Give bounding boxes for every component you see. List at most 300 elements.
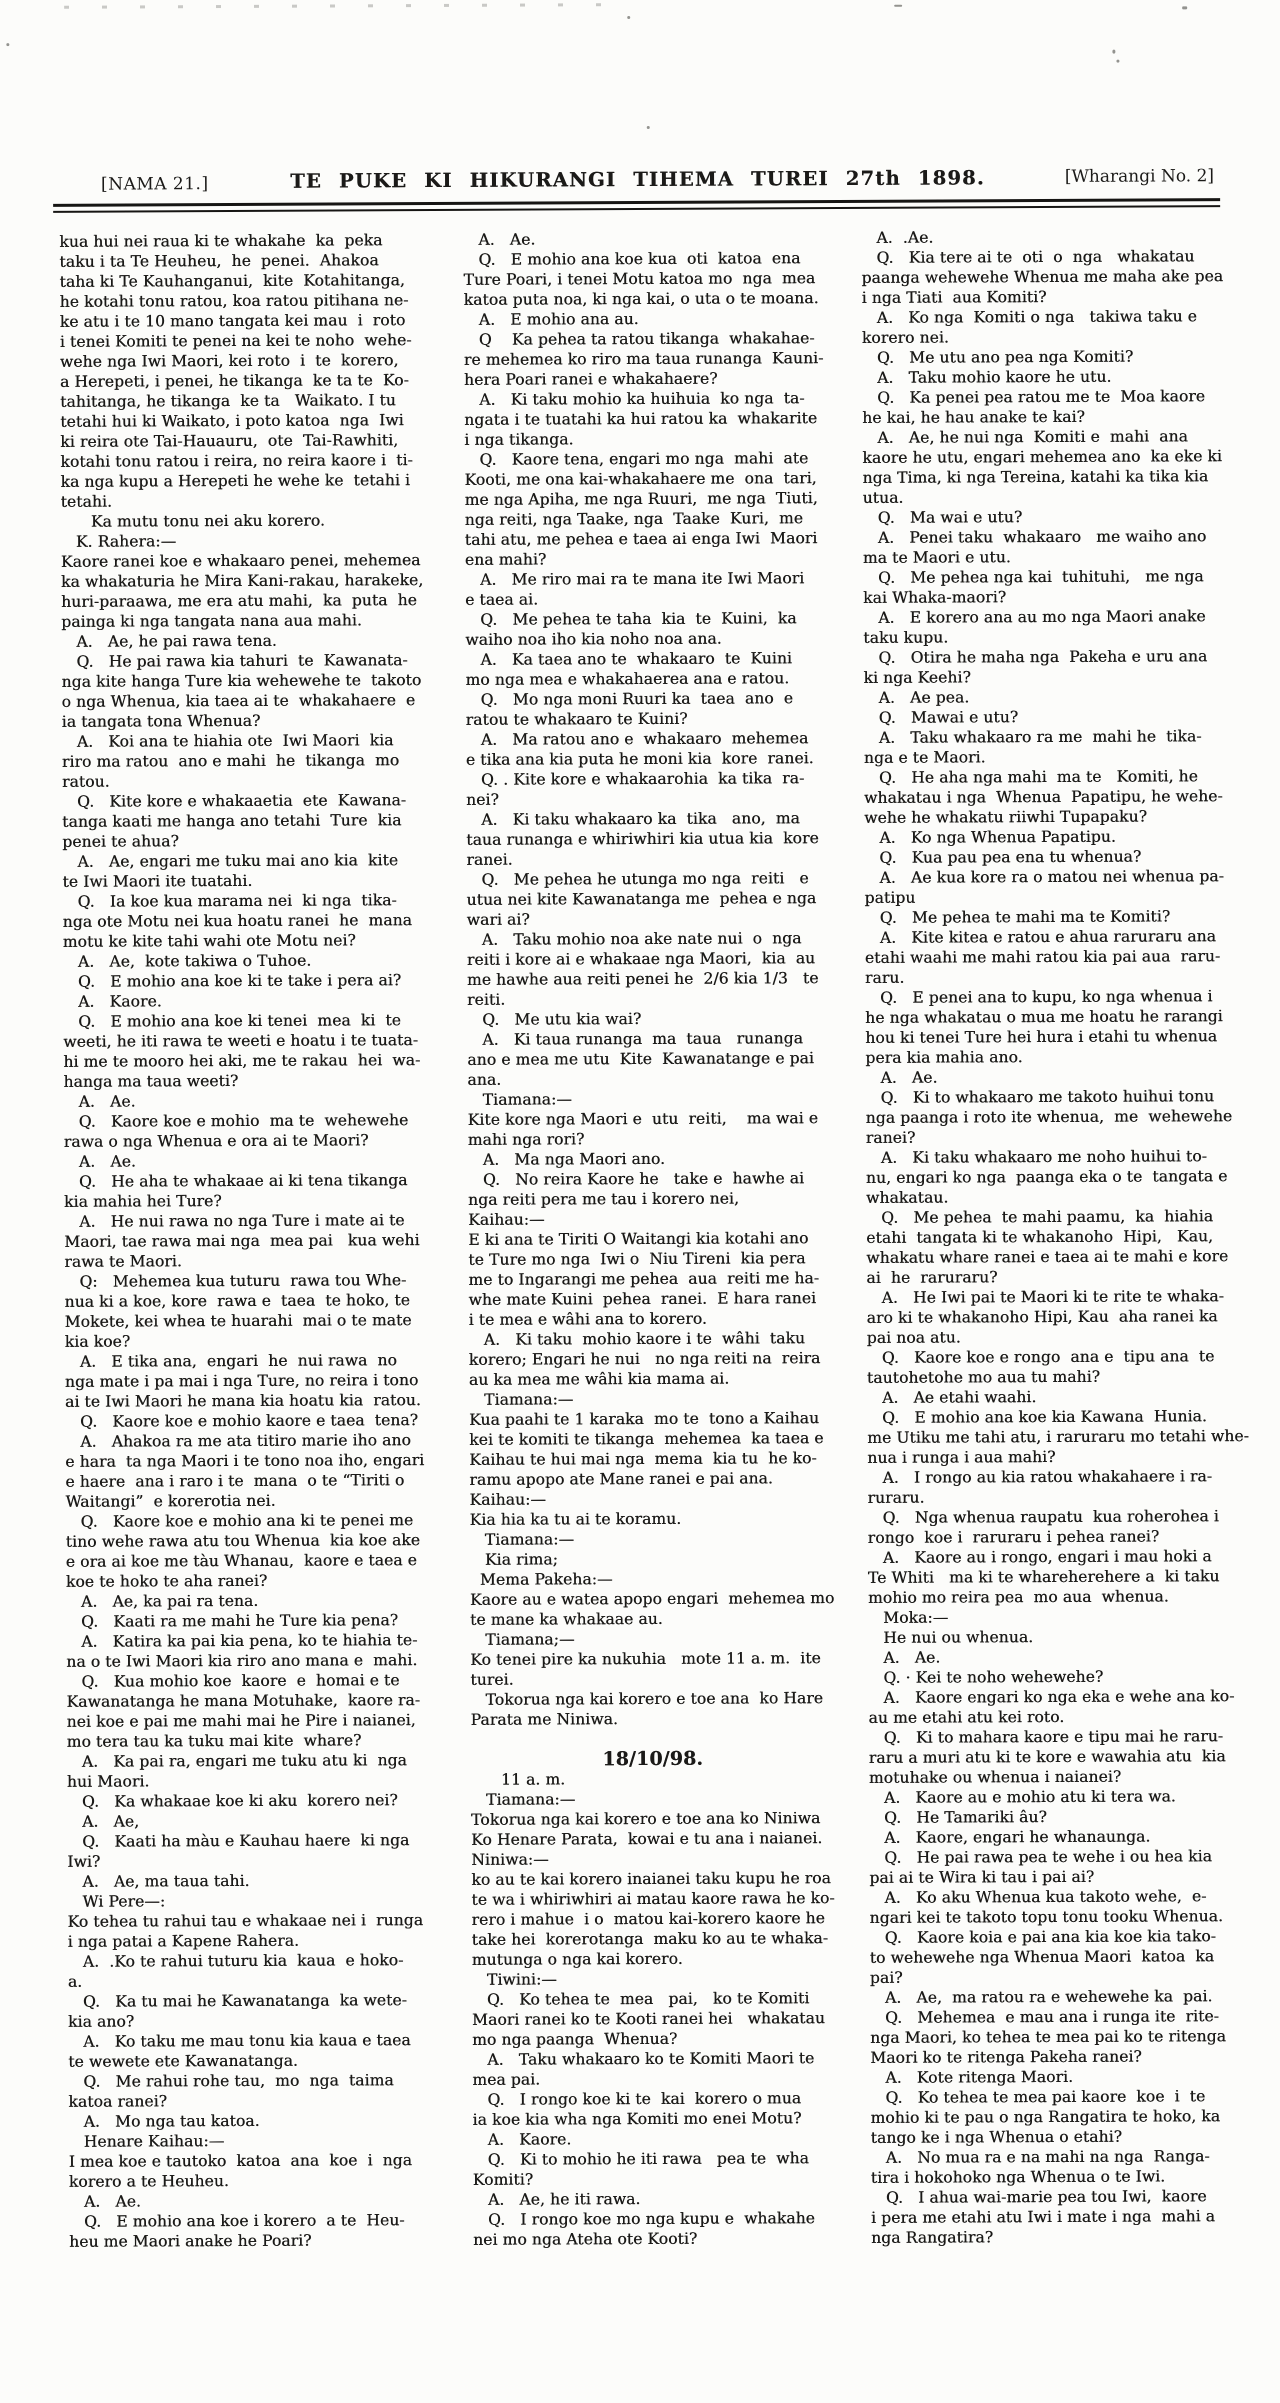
text-line: nei mo nga Ateha ote Kooti?	[473, 2229, 698, 2249]
text-line: korero a te Heuheu.	[68, 2172, 229, 2191]
text-line: Q. He aha te whakaae ai ki tena tikanga	[63, 1171, 408, 1191]
text-line: Q. Mehemea e mau ana i runga ite rite-	[869, 2007, 1220, 2027]
text-line: A. Kaore au i rongo, engari i mau hoki a	[867, 1547, 1212, 1567]
text-line: A. Ae, kote takiwa o Tuhoe.	[62, 951, 312, 971]
text-line: kia mahia hei Ture?	[63, 1192, 222, 1211]
text-line: ngari kei te takoto topu tonu tooku Whenua.	[869, 1907, 1224, 1927]
scan-artifact	[627, 16, 630, 19]
text-line: ena mahi?	[464, 550, 547, 569]
text-line: ana.	[467, 1070, 502, 1089]
text-line: mo tera tau ka tuku mai kite whare?	[66, 1731, 362, 1751]
text-line: pai noa atu.	[866, 1328, 961, 1347]
text-line: hou ki tenei Ture hei hura i etahi tu whenua	[865, 1027, 1218, 1047]
text-line: Q. E mohio ana koe kua oti katoa ena	[463, 249, 801, 269]
text-line: A. Ko nga Komiti o nga takiwa taku e	[861, 307, 1197, 327]
text-line: Q. I rongo koe ki te kai korero o mua	[472, 2089, 802, 2109]
text-line: A. Kaore engari ko nga eka e wehe ana ko-	[868, 1687, 1235, 1707]
text-line: tango ke i nga Whenua o etahi?	[870, 2127, 1123, 2147]
text-line: wehe he whakatu riiwhi Tupapaku?	[864, 807, 1148, 827]
text-line: Wi Pere—:	[67, 1892, 166, 1911]
text-line: A. He nui rawa no nga Ture i mate ai te	[64, 1211, 405, 1231]
text-line: i nga Tiati aua Komiti?	[861, 288, 1047, 307]
text-line: Q. Me pehea te mahi ma te Komiti?	[864, 907, 1171, 927]
text-line: Q. E mohio ana koe i korero a te Heu-	[68, 2211, 405, 2231]
text-line: me to Ingarangi me pehea aua reiti me ha-	[468, 1269, 820, 1289]
text-line: Te Whiti ma ki te whareherehere a ki taku	[867, 1567, 1220, 1587]
text-line: i tenei Komiti te penei na kei te noho wehe-	[59, 331, 412, 351]
text-line: A. Ko aku Whenua kua takoto wehe, e-	[869, 1887, 1207, 1907]
text-line: A. Kaore.	[472, 2130, 572, 2149]
text-line: kia koe?	[64, 1332, 131, 1351]
text-line: ruraru.	[867, 1488, 925, 1507]
text-line: mahi nga rori?	[467, 1130, 585, 1149]
text-line: Q: Mehemea kua tuturu rawa tou Whe-	[64, 1271, 407, 1291]
text-line: taha ki Te Kauhanganui, kite Kotahitanga,	[59, 271, 405, 291]
scan-artifact	[6, 43, 9, 46]
text-line: A. Kaore, engari he whanaunga.	[869, 1827, 1151, 1847]
text-line: hui Maori.	[66, 1772, 150, 1791]
text-line: A. Ae pea.	[863, 688, 970, 707]
text-line: A. Ka pai ra, engari me tuku atu ki nga	[66, 1751, 407, 1771]
text-line: Kawanatanga he mana Motuhake, kaore ra-	[66, 1691, 421, 1711]
text-line: koe te hoko te aha ranei?	[65, 1571, 268, 1591]
text-line: te Ture mo nga Iwi o Niu Tireni kia pera	[468, 1249, 806, 1269]
text-line: wari ai?	[466, 910, 530, 929]
scan-artifact	[1182, 6, 1187, 9]
text-line: A. Ki taua runanga ma taua runanga	[467, 1029, 803, 1049]
text-line: raru.	[864, 968, 905, 987]
text-line: A. E tika ana, engari he nui rawa no	[64, 1351, 397, 1371]
masthead-issue-number: [NAMA 21.]	[100, 174, 209, 195]
text-line: Q. Ka whakaae koe ki aku korero nei?	[66, 1791, 398, 1811]
text-line: A. Ki taku mohio kaore i te wâhi taku	[468, 1329, 806, 1349]
text-line: tautohetohe mo aua tu mahi?	[866, 1367, 1101, 1387]
text-line: korero; Engari he nui no nga reiti na reira	[468, 1349, 821, 1369]
text-line: taku i ta Te Heuheu, he penei. Ahakoa	[59, 251, 379, 271]
text-line: i nga patai a Kapene Rahera.	[67, 1931, 300, 1951]
text-line: au me etahi atu kei roto.	[868, 1707, 1065, 1727]
text-line: Q. Kia tere ai te oti o nga whakatau	[861, 247, 1195, 267]
text-line: Parata me Niniwa.	[470, 1710, 619, 1729]
text-line: mo nga mea e whakahaerea ana e ratou.	[465, 669, 790, 689]
text-line: te wa i whiriwhiri ai matau kaore rawa he ko-	[471, 1889, 835, 1909]
text-line: Tokorua nga kai korero e toe ana ko Niniwa	[470, 1809, 821, 1829]
text-line: Q. Mo nga moni Ruuri ka taea ano e	[465, 689, 794, 709]
text-line: Q. Otira he maha nga Pakeha e uru ana	[863, 647, 1208, 667]
scan-artifact	[1116, 60, 1119, 63]
text-line: ano e mea me utu Kite Kawanatange e pai	[467, 1049, 814, 1069]
text-line: utua.	[862, 488, 904, 507]
text-line: Iwi?	[67, 1852, 101, 1871]
text-line: pai ai te Wira ki tau i pai ai?	[869, 1867, 1095, 1887]
text-line: A. Kote ritenga Maori.	[870, 2067, 1074, 2087]
text-line: A. E mohio ana au.	[463, 309, 639, 329]
text-line: nga reiti, nga Taake, nga Taake Kuri, me	[464, 509, 804, 529]
text-line: A. .Ko te rahui tuturu kia kaua e hoko-	[67, 1951, 404, 1971]
text-line: tahi atu, me pehea e taea ai enga Iwi Maori	[464, 529, 818, 549]
text-line: i te mea e wâhi ana to korero.	[468, 1309, 707, 1329]
text-line: nga e te Maori.	[863, 748, 986, 767]
text-line: A. Taku whakaaro ko te Komiti Maori te	[472, 2049, 815, 2069]
text-line: wehe nga Iwi Maori, kei roto i te korero,	[59, 351, 399, 371]
text-line: weeti, he iti rawa te weeti e hoatu i te tuata-	[63, 1031, 419, 1051]
text-line: taua runanga e whiriwhiri kia utua kia kore	[466, 829, 819, 849]
text-line: Kia rima;	[469, 1550, 559, 1569]
text-line: Henare Kaihau:—	[68, 2132, 225, 2151]
text-line: A. Me riro mai ra te mana ite Iwi Maori	[464, 569, 805, 589]
text-line: Q. He pai rawa kia tahuri te Kawanata-	[61, 651, 408, 671]
text-line: tino wehe rawa atu tou Whenua kia koe ake	[65, 1531, 421, 1551]
text-line: ko au te kai korero inaianei taku kupu he roa	[471, 1869, 831, 1889]
text-line: hanga ma taua weeti?	[63, 1071, 239, 1091]
text-line: nga ote Motu nei kua hoatu ranei he mana	[62, 911, 413, 931]
text-line: Ka mutu tonu nei aku korero.	[60, 511, 326, 531]
text-line: kia ano?	[67, 2012, 135, 2031]
text-line: A. Ka taea ano te whakaaro te Kuini	[465, 649, 793, 669]
text-line: rero i mahue i o matou kai-korero kaore he	[471, 1909, 825, 1929]
text-line: utua nei kite Kawanatanga me pehea e nga	[466, 889, 817, 909]
text-line: ranei.	[466, 850, 513, 869]
text-line: A. Ae, ma taua tahi.	[67, 1871, 250, 1891]
text-line: A. Ae.	[463, 230, 536, 249]
text-line: A. E korero ana au mo nga Maori anake	[863, 607, 1206, 627]
text-line: whe mate Kuini pehea ranei. E hara ranei	[468, 1289, 817, 1309]
text-line: Q. Ki to mohio he iti rawa pea te wha	[472, 2149, 809, 2169]
text-line: Q. Me pehea nga kai tuhituhi, me nga	[862, 567, 1204, 587]
text-line: mo nga paanga Whenua?	[472, 2029, 678, 2049]
text-line: Kooti, me ona kai-whakahaere me ona tari,	[464, 469, 817, 489]
text-line: A. Ae, engari me tuku mai ano kia kite	[62, 851, 399, 871]
text-line: Q. I ahua wai-marie pea tou Iwi, kaore	[870, 2187, 1207, 2207]
text-line: tahitanga, he tikanga ke ta Waikato. I tu	[60, 391, 396, 411]
scan-artifact	[1112, 50, 1115, 54]
text-line: katoa ranei?	[68, 2092, 168, 2111]
text-line: Q. Kaore koe e mohio ana ki te penei me	[65, 1511, 414, 1531]
text-line	[471, 1728, 835, 1750]
text-line: te mane ka whakaae au.	[470, 1609, 663, 1629]
text-line: nua i runga i aua mahi?	[867, 1447, 1056, 1467]
text-line: Q. Me rahui rohe tau, mo nga taima	[68, 2071, 394, 2091]
text-line: A. I rongo au kia ratou whakahaere i ra-	[867, 1467, 1213, 1487]
text-line: na o te Iwi Maori kia riro ano mana e mahi.	[66, 1651, 418, 1671]
text-line: Ture Poari, i tenei Motu katoa mo nga mea	[463, 269, 816, 289]
text-line: Q. Ko tehea te mea pai kaore koe i te	[870, 2087, 1206, 2107]
text-line: huri-paraawa, me era atu mahi, ka puta he	[61, 591, 417, 611]
text-line: A. Mo nga tau katoa.	[68, 2111, 260, 2131]
text-line: tanga kaati me hanga ano tetahi Ture kia	[62, 811, 402, 831]
text-line: 18/10/98.	[602, 1747, 704, 1771]
text-line: Q. Ki to mahara kaore e tipu mai he raru-	[868, 1727, 1224, 1747]
text-line: Q. E mohio ana koe kia Kawana Hunia.	[867, 1407, 1207, 1427]
text-line: Kia hia ka tu ai te koramu.	[469, 1509, 682, 1529]
text-line: A. Koi ana te hiahia ote Iwi Maori kia	[61, 731, 394, 751]
text-line: whakatu whare ranei e taea ai te mahi e kore	[866, 1247, 1229, 1267]
text-line: me hawhe aua reiti penei he 2/6 kia 1/3 te	[466, 969, 819, 989]
text-line: pera kia mahia ano.	[865, 1048, 1023, 1067]
text-line: A. Ae.	[63, 1092, 136, 1111]
text-line: kei te komiti te tikanga mehemea ka taea e	[469, 1429, 824, 1449]
text-line: Q Ka pehea ta ratou tikanga whakahae-	[463, 329, 815, 349]
text-line: heu me Maori anake he Poari?	[69, 2231, 312, 2251]
text-line: ratou te whakaaro te Kuini?	[465, 709, 688, 729]
text-line: Q. Ia koe kua marama nei ki nga tika-	[62, 891, 397, 911]
text-line: Ko tehea tu rahui tau e whakaae nei i runga	[67, 1911, 424, 1931]
text-line: Q. Kite kore e whakaaetia ete Kawana-	[62, 791, 407, 811]
text-line: Moka:—	[868, 1608, 949, 1627]
masthead-title: TE PUKE KI HIKURANGI TIHEMA TUREI 27th 1898.	[290, 166, 985, 193]
text-line: Maori, tae rawa mai nga mea pai kua wehi	[64, 1231, 420, 1251]
text-line: kotahi tonu ratou i reira, no reira kaore i ti-	[60, 451, 413, 471]
text-line: Q. Me pehea te taha kia te Kuini, ka	[465, 609, 797, 629]
text-line: katoa puta noa, ki nga kai, o uta o te moana.	[463, 289, 819, 309]
text-line: K. Rahera:—	[60, 532, 177, 551]
text-line: Mema Pakeha:—	[469, 1570, 613, 1589]
text-line: raru a muri atu ki te kore e wawahia atu kia	[868, 1747, 1226, 1767]
text-line: painga ki nga tangata nana aua mahi.	[61, 611, 362, 631]
text-line: A. Katira ka pai kia pena, ko te hiahia te-	[66, 1631, 418, 1651]
text-line: nu, engari ko nga paanga eka o te tangata e	[865, 1167, 1228, 1187]
text-line: Q. Me utu kia wai?	[467, 1009, 642, 1029]
text-line: nga Maori, ko tehea te mea pai ko te ritenga	[870, 2027, 1226, 2047]
text-line: Q. No reira Kaore he take e hawhe ai	[467, 1169, 805, 1189]
text-line: nga Rangatira?	[871, 2228, 994, 2247]
text-line: Kaihau:—	[468, 1210, 545, 1229]
text-line: e hara ta nga Maori i te tono noa iho, engari	[65, 1451, 425, 1471]
text-line: Q. Mawai e utu?	[863, 708, 1019, 727]
text-line: reiti.	[466, 990, 506, 1009]
text-line: hi me te mooro hei aki, me te rakau hei wa-	[63, 1051, 421, 1071]
text-line: take hei korerotanga maku ko au te whaka-	[471, 1929, 829, 1949]
text-line: ke atu i te 10 mano tangata kei mau i roto	[59, 311, 406, 331]
text-line: Maori ranei ko te Kooti ranei hei whakatau	[471, 2009, 825, 2029]
text-line: Q. E penei ana to kupu, ko nga whenua i	[864, 987, 1213, 1007]
scan-artifact	[894, 5, 902, 7]
text-line: he nga whakatau o mua me hoatu he rarangi	[865, 1007, 1223, 1027]
text-line: A. Ae, he nui nga Komiti e mahi ana	[862, 427, 1188, 447]
text-line: A. .Ae.	[861, 228, 934, 247]
text-line: Q. He pai rawa pea te wehe i ou hea kia	[869, 1847, 1212, 1867]
text-line: e tika ana kia puta he moni kia kore ranei.	[465, 749, 814, 769]
text-line: Q. Me pehea te mahi paamu, ka hiahia	[866, 1207, 1214, 1227]
text-line: ia koe kia wha nga Komiti mo enei Motu?	[472, 2109, 802, 2129]
text-line: Q. Kaore koe e mohio ma te wehewehe	[63, 1111, 409, 1131]
text-line: Ko Henare Parata, kowai e tu ana i naianei.	[471, 1829, 823, 1849]
text-line: ranei?	[865, 1128, 916, 1147]
text-line: A. No mua ra e na mahi na nga Ranga-	[870, 2147, 1210, 2167]
text-line: nga Tima, ki nga Tereina, katahi ka tika kia	[862, 467, 1209, 487]
text-line: rawa o nga Whenua e ora ai te Maori?	[63, 1131, 369, 1151]
text-line: ma te Maori e utu.	[862, 548, 1011, 567]
text-line: Niniwa:—	[471, 1850, 549, 1869]
text-line: Kua paahi te 1 karaka mo te tono a Kaihau	[469, 1409, 820, 1429]
text-line: ka nga kupu a Herepeti he wehe ke tetahi i	[60, 471, 411, 491]
text-line: ki nga Keehi?	[863, 668, 971, 687]
text-line: Tiamana:—	[467, 1090, 572, 1109]
text-line: aro ki te whakanoho Hipi, Kau aha ranei ka	[866, 1307, 1218, 1327]
text-line: Tiamana;—	[470, 1630, 575, 1649]
text-line: Q. Ko tehea te mea pai, ko te Komiti	[471, 1989, 810, 2009]
text-line: me nga Apiha, me nga Ruuri, me nga Tiuti,	[464, 489, 818, 509]
text-line: Tiamana:—	[469, 1530, 575, 1549]
text-line: kai Whaka-maori?	[863, 588, 1007, 607]
text-line: He nui ou whenua.	[868, 1628, 1034, 1647]
text-line: A. Ae etahi waahi.	[866, 1388, 1037, 1407]
text-line: A. Ahakoa ra me ata titiro marie iho ano	[65, 1431, 411, 1451]
scan-artifact	[64, 3, 624, 9]
text-line: Q. Kaati ra me mahi he Ture kia pena?	[66, 1611, 399, 1631]
text-line: taku kupu.	[863, 628, 949, 647]
text-line: e ora ai koe me tàu Whanau, kaore e taea e	[65, 1551, 417, 1571]
text-line: Q. Nga whenua raupatu kua roherohea i	[867, 1507, 1219, 1527]
text-line: etahi tangata ki te whakanoho Hipi, Kau,	[866, 1227, 1214, 1247]
text-line: i nga tikanga.	[464, 430, 574, 449]
text-line: nua ki a koe, kore rawa e taea te hoko, te	[64, 1291, 410, 1311]
text-line: Q. Ka penei pea ratou me te Moa kaore	[862, 387, 1206, 407]
text-line: Kaihau te hui mai nga mema kia tu he ko-	[469, 1449, 817, 1469]
text-line: Tokorua nga kai korero e toe ana ko Hare	[470, 1689, 824, 1709]
text-line: Q. Kaati ha màu e Kauhau haere ki nga	[67, 1831, 410, 1851]
text-line: mohio mo reira pea mo aua whenua.	[867, 1587, 1169, 1607]
text-line: A. Taku mohio kaore he utu.	[861, 367, 1112, 387]
text-column-1	[59, 230, 433, 2252]
text-line: paanga wehewehe Whenua me maha ake pea	[861, 267, 1224, 287]
text-line: Kaore au e watea apopo engari mehemea mo	[469, 1589, 835, 1609]
text-line: hera Poari ranei e whakahaere?	[463, 369, 718, 389]
text-line: A. Ae, ka pai ra tena.	[65, 1591, 259, 1611]
text-line: kaore he utu, engari mehemea ano ka eke ki	[862, 447, 1222, 467]
text-line: o nga Whenua, kia taea ai te whakahaere e	[61, 691, 416, 711]
text-line: ngata i te tuatahi ka hui ratou ka whakarite	[464, 409, 818, 429]
text-line: whakatau i nga Whenua Papatipu, he wehe-	[863, 787, 1223, 807]
text-line: mea pai.	[472, 2070, 541, 2089]
text-line: te Iwi Maori ite tuatahi.	[62, 871, 253, 891]
text-line: pai?	[869, 1968, 903, 1987]
text-line: Q. Ma wai e utu?	[862, 508, 1023, 527]
text-line: Q. I rongo koe mo nga kupu e whakahe	[472, 2209, 815, 2229]
text-line: Kaihau:—	[469, 1490, 547, 1509]
text-line: nga kite hanga Ture kia wehewehe te takoto	[61, 671, 422, 691]
text-line: a Herepeti, i penei, he tikanga ke ta te Ko-	[59, 371, 409, 391]
text-line: waiho noa iho kia noho noa ana.	[465, 629, 722, 649]
text-line: A. Ae.	[865, 1068, 938, 1087]
masthead	[55, 165, 1220, 197]
text-line: Q. Ka tu mai he Kawanatanga ka wete-	[67, 1991, 408, 2011]
text-line: Maori ko te ritenga Pakeha ranei?	[870, 2047, 1142, 2067]
text-line: au ka mea me wâhi kia mama ai.	[468, 1369, 730, 1389]
text-line: Q. He Tamariki âu?	[868, 1808, 1047, 1827]
text-line: A. Ma nga Maori ano.	[467, 1149, 666, 1169]
text-line: A. Ae, he pai rawa tena.	[61, 631, 277, 651]
text-line: A. Ae kua kore ra o matou nei whenua pa-	[864, 867, 1224, 887]
text-line: Q. Kaore koe e rongo ana e tipu ana te	[866, 1347, 1215, 1367]
text-line: Q. . Kite kore e whakaarohia ka tika ra-	[465, 769, 805, 789]
text-line: tetahi hui ki Waikato, i poto katoa nga Iwi	[60, 411, 404, 431]
text-line: A. Ae, he iti rawa.	[472, 2190, 641, 2209]
text-line: ratou.	[61, 772, 110, 791]
text-line: A. Ki taku whakaaro me noho huihui to-	[865, 1147, 1208, 1167]
text-line: nga reiti pera me tau i korero nei,	[467, 1189, 740, 1209]
text-line: A. Ki taku whakaaro ka tika ano, ma	[466, 809, 800, 829]
text-line: a.	[67, 1972, 83, 1991]
text-line: A. Ae.	[868, 1648, 941, 1667]
text-line: A. Ma ratou ano e whakaaro mehemea	[465, 729, 809, 749]
text-line: turei.	[470, 1670, 514, 1689]
text-line: reiti i kore ai e whakaae nga Maori, kia au	[466, 949, 816, 969]
text-line: A. Ae, ma ratou ra e wehewehe ka pai.	[869, 1987, 1213, 2007]
text-line: i pera me etahi atu Iwi i mate i nga mahi a	[870, 2207, 1216, 2227]
text-line: Q. He aha nga mahi ma te Komiti, he	[863, 767, 1198, 787]
text-line: Ko tenei pire ka nukuhia mote 11 a. m. ite	[470, 1649, 821, 1669]
text-line: Tiamana:—	[470, 1790, 576, 1809]
text-line: Kite kore nga Maori e utu reiti, ma wai e	[467, 1109, 819, 1129]
text-line: rongo koe i raruraru i pehea ranei?	[867, 1527, 1160, 1547]
text-line: patipu	[864, 888, 916, 907]
text-line: korero nei.	[861, 328, 949, 347]
text-line: 11 a. m.	[470, 1770, 566, 1789]
text-line: A. Kite kitea e ratou e ahua raruraru ana	[864, 927, 1217, 947]
text-line: Q. Me utu ano pea nga Komiti?	[861, 347, 1134, 367]
text-line: Waitangi” e korerotia nei.	[65, 1491, 276, 1511]
text-line: to wehewehe nga Whenua Maori katoa ka	[869, 1947, 1215, 1967]
text-line: riro ma ratou ano e mahi he tikanga mo	[61, 751, 400, 771]
text-line: ka whakaturia he Mira Kani-rakau, harakeke,	[60, 571, 424, 591]
text-line: he kai, he hau anake te kai?	[862, 407, 1085, 427]
text-line: A. Kaore.	[62, 992, 162, 1011]
text-line: rawa te Maori.	[64, 1252, 182, 1271]
text-line: e haere ana i raro i te mana o te “Tiriti o	[65, 1471, 405, 1491]
text-line: mohio ki te pau o nga Rangatira te hoko, ka	[870, 2107, 1221, 2127]
text-line: Q. Kaore koia e pai ana kia koe kia tako-	[869, 1927, 1217, 1947]
text-column-2	[463, 228, 837, 2250]
text-line: A. Taku mohio noa ake nate nui o nga	[466, 929, 802, 949]
text-line: E ki ana te Tiriti O Waitangi kia kotahi ano	[468, 1229, 809, 1249]
text-line: A. Ko nga Whenua Papatipu.	[864, 827, 1116, 847]
text-line: Q. Kaore koe e mohio kaore e taea tena?	[65, 1411, 419, 1431]
text-line: Komiti?	[472, 2170, 534, 2189]
text-line: A. Ae.	[68, 2192, 142, 2211]
text-line: nga mate i pa mai i nga Ture, no reira i tono	[64, 1371, 419, 1391]
masthead-rule-bottom	[53, 205, 1220, 213]
text-line: nga paanga i roto ite whenua, me wehewehe	[865, 1107, 1233, 1127]
text-line: tira i hokohoko nga Whenua o te Iwi.	[870, 2167, 1166, 2187]
text-line: I mea koe e tautoko katoa ana koe i nga	[68, 2151, 413, 2171]
text-line: he kotahi tonu ratou, koa ratou pitihana ne-	[59, 291, 409, 311]
text-line: A. He Iwi pai te Maori ki te rite te whaka-	[866, 1287, 1225, 1307]
text-line: ramu apopo ate Mane ranei e pai ana.	[469, 1469, 773, 1489]
text-line: Q. · Kei te noho wehewehe?	[868, 1667, 1104, 1687]
text-line: Tiamana:—	[468, 1390, 574, 1409]
text-line: penei te ahua?	[62, 832, 179, 851]
text-line: Mokete, kei whea te huarahi mai o te mate	[64, 1311, 412, 1331]
text-line: A. Kaore au e mohio atu ki tera wa.	[868, 1787, 1176, 1807]
text-line: A. Taku whakaaro ra me mahi he tika-	[863, 727, 1202, 747]
text-line: A. Ko taku me mau tonu kia kaua e taea	[68, 2031, 411, 2051]
text-line: tetahi.	[60, 492, 113, 511]
scan-artifact	[647, 126, 650, 129]
text-line: te wewete ete Kawanatanga.	[68, 2051, 298, 2071]
text-line: whakatau.	[865, 1188, 949, 1207]
masthead-page-number: [Wharangi No. 2]	[1064, 166, 1215, 187]
text-line: A. Ae,	[66, 1812, 140, 1831]
text-line: Q. E mohio ana koe ki tenei mea ki te	[63, 1011, 401, 1031]
text-line: Q. Me pehea he utunga mo nga reiti e	[466, 869, 809, 889]
text-line: re mehemea ko riro ma taua runanga Kauni-	[463, 349, 824, 369]
text-line: A. Ae.	[63, 1152, 136, 1171]
text-line: Q. E mohio ana koe ki te take i pera ai?	[62, 971, 402, 991]
text-line: ai te Iwi Maori he mana kia hoatu kia ratou.	[64, 1391, 421, 1411]
text-line: Q. Ki to whakaaro me takoto huihui tonu	[865, 1087, 1215, 1107]
text-line: Q. Kua pau pea ena tu whenua?	[864, 847, 1142, 867]
